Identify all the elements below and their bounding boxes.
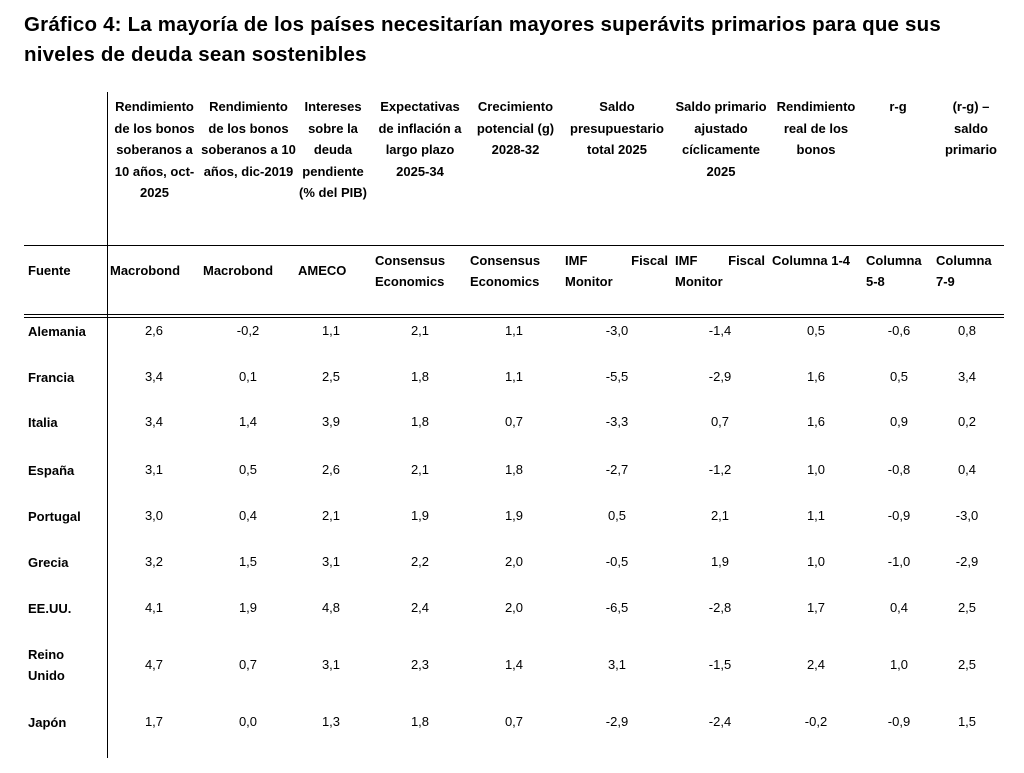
table-cell: -1,0: [887, 554, 911, 569]
table-cell: 1,5: [957, 714, 977, 729]
table-cell: 1,1: [504, 323, 524, 338]
table-cell: 1,0: [806, 462, 826, 477]
table-cell: 2,6: [144, 323, 164, 338]
table-cell: -2,9: [955, 554, 979, 569]
table-cell: 3,1: [144, 462, 164, 477]
column-header: r-g: [889, 99, 907, 114]
table-cell: 1,7: [144, 714, 164, 729]
table-cell: -6,5: [605, 600, 629, 615]
table-cell: 1,9: [710, 554, 730, 569]
table-cell: 1,8: [410, 369, 430, 384]
row-country-label: Italia: [28, 415, 58, 430]
column-header: Saldo presupuestario total 2025: [570, 99, 664, 157]
table-cell: 1,8: [410, 714, 430, 729]
source-rule-bottom: [24, 317, 1004, 318]
table-cell: 1,7: [806, 600, 826, 615]
table-cell: 0,7: [238, 657, 258, 672]
table-cell: 0,5: [238, 462, 258, 477]
table-cell: 1,1: [806, 508, 826, 523]
table-cell: -0,9: [887, 508, 911, 523]
column-source: AMECO: [298, 263, 347, 278]
row-country-label: Alemania: [28, 324, 86, 339]
row-country-label: Japón: [28, 715, 67, 730]
table-cell: 0,7: [504, 414, 524, 429]
table-cell: -0,2: [236, 323, 260, 338]
table-cell: 2,1: [321, 508, 341, 523]
column-header: Expectativas de inflación a largo plazo 2025-34: [378, 99, 462, 179]
table-cell: 3,1: [321, 554, 341, 569]
column-header: Rendimiento de los bonos soberanos a 10 años, dic-2019: [201, 99, 296, 179]
table-cell: 0,1: [238, 369, 258, 384]
table-cell: 2,4: [806, 657, 826, 672]
column-source: Columna 7-9: [936, 253, 992, 289]
table-cell: 1,8: [410, 414, 430, 429]
table-cell: 1,0: [806, 554, 826, 569]
table-cell: 0,5: [607, 508, 627, 523]
table-cell: 2,2: [410, 554, 430, 569]
table-cell: -3,3: [605, 414, 629, 429]
table-cell: 2,1: [410, 323, 430, 338]
table-cell: -5,5: [605, 369, 629, 384]
column-source: Columna 5-8: [866, 253, 922, 289]
table-cell: 1,6: [806, 414, 826, 429]
table-cell: 2,5: [321, 369, 341, 384]
table-cell: 2,4: [410, 600, 430, 615]
table-cell: 0,4: [889, 600, 909, 615]
table-cell: 4,7: [144, 657, 164, 672]
table-cell: -3,0: [955, 508, 979, 523]
table-cell: -0,8: [887, 462, 911, 477]
table-cell: -1,5: [708, 657, 732, 672]
table-cell: 1,5: [238, 554, 258, 569]
table-cell: 3,4: [957, 369, 977, 384]
column-header: Rendimiento de los bonos soberanos a 10 años, oct-2025: [114, 99, 195, 200]
table-cell: 3,4: [144, 369, 164, 384]
table-cell: 1,4: [504, 657, 524, 672]
column-header: Rendimiento real de los bonos: [776, 99, 856, 157]
table-cell: 2,6: [321, 462, 341, 477]
table-cell: 1,1: [504, 369, 524, 384]
table-cell: 1,3: [321, 714, 341, 729]
column-source: Macrobond: [110, 263, 181, 278]
table-cell: -1,4: [708, 323, 732, 338]
column-source: Consensus Economics: [470, 253, 541, 289]
table-cell: 2,0: [504, 554, 524, 569]
table-cell: 0,7: [710, 414, 730, 429]
table-cell: -1,2: [708, 462, 732, 477]
table-cell: -2,9: [605, 714, 629, 729]
table-cell: 2,3: [410, 657, 430, 672]
column-header: (r-g) – saldo primario: [944, 99, 997, 157]
column-source: IMF Fiscal Monitor: [675, 253, 765, 289]
table-cell: 3,2: [144, 554, 164, 569]
table-cell: 4,1: [144, 600, 164, 615]
table-cell: 2,0: [504, 600, 524, 615]
column-header: Saldo primario ajustado cíclicamente 2025: [675, 99, 767, 179]
row-country-label: Reino Unido: [28, 647, 65, 683]
table-cell: 1,9: [504, 508, 524, 523]
column-source: Consensus Economics: [375, 253, 446, 289]
table-cell: 3,0: [144, 508, 164, 523]
table-cell: -3,0: [605, 323, 629, 338]
table-cell: -2,9: [708, 369, 732, 384]
table-cell: -0,2: [804, 714, 828, 729]
table-cell: 0,8: [957, 323, 977, 338]
table-cell: 1,9: [410, 508, 430, 523]
table-cell: 2,1: [710, 508, 730, 523]
table-cell: 2,5: [957, 657, 977, 672]
table-cell: 3,9: [321, 414, 341, 429]
header-rule: [24, 245, 1004, 246]
row-country-label: Francia: [28, 370, 75, 385]
column-header: Crecimiento potencial (g) 2028-32: [476, 99, 555, 157]
table-cell: 1,0: [889, 657, 909, 672]
table-cell: 0,0: [238, 714, 258, 729]
source-label: Fuente: [28, 263, 71, 278]
column-source: Macrobond: [203, 263, 274, 278]
column-source: Columna 1-4: [772, 253, 851, 268]
table-cell: 1,9: [238, 600, 258, 615]
row-country-label: EE.UU.: [28, 601, 72, 616]
table-cell: -0,9: [887, 714, 911, 729]
table-cell: 0,9: [889, 414, 909, 429]
table-cell: 0,5: [889, 369, 909, 384]
table-cell: 1,1: [321, 323, 341, 338]
table-cell: 3,4: [144, 414, 164, 429]
source-rule-top: [24, 314, 1004, 315]
table-cell: 2,1: [410, 462, 430, 477]
chart-title: Gráfico 4: La mayoría de los países necesitarían mayores superávits primarios para que sus niveles de deuda sean sostenibles: [24, 13, 941, 66]
table-cell: 3,1: [321, 657, 341, 672]
table-cell: 0,5: [806, 323, 826, 338]
table-cell: -2,7: [605, 462, 629, 477]
table-cell: 0,2: [957, 414, 977, 429]
row-country-label: Grecia: [28, 555, 69, 570]
table-cell: -0,5: [605, 554, 629, 569]
table-cell: 0,4: [957, 462, 977, 477]
row-country-label: España: [28, 463, 75, 478]
table-cell: -2,4: [708, 714, 732, 729]
table-cell: 4,8: [321, 600, 341, 615]
table-cell: 3,1: [607, 657, 627, 672]
table-cell: 1,8: [504, 462, 524, 477]
table-cell: 0,4: [238, 508, 258, 523]
table-cell: -0,6: [887, 323, 911, 338]
table-cell: 1,4: [238, 414, 258, 429]
column-header: Intereses sobre la deuda pendiente (% del PIB): [299, 99, 367, 200]
table-cell: 1,6: [806, 369, 826, 384]
table-cell: 2,5: [957, 600, 977, 615]
column-source: IMF Fiscal Monitor: [565, 253, 668, 289]
table-cell: 0,7: [504, 714, 524, 729]
row-country-label: Portugal: [28, 509, 81, 524]
table-cell: -2,8: [708, 600, 732, 615]
